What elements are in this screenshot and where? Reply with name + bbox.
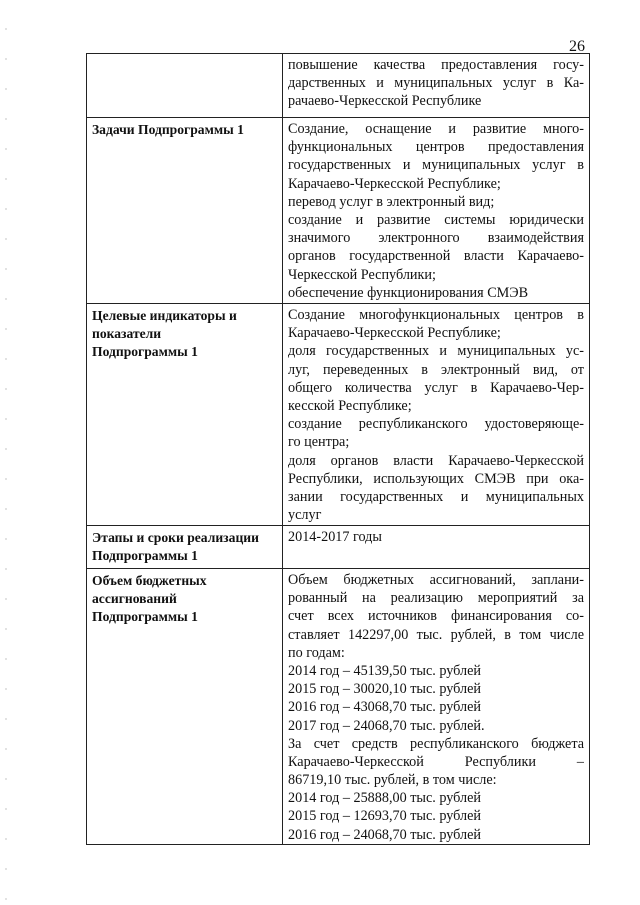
- content-line: 2014 год – 25888,00 тыс. рублей: [288, 790, 481, 807]
- content-line: рованный на реализацию мероприятий за: [288, 590, 584, 607]
- row-label: Подпрограммы 1: [92, 609, 198, 624]
- content-line: Республики, использующих СМЭВ при ока-: [288, 470, 584, 487]
- row-label: Задачи Подпрограммы 1: [92, 122, 244, 137]
- row-content-cell: [283, 304, 590, 526]
- content-line: За счет средств республиканского бюджета: [288, 735, 584, 752]
- content-line: Карачаево-Черкесской Республике;: [288, 325, 501, 342]
- row-label-cell: [87, 118, 283, 304]
- content-line: обеспечение функционирования СМЭВ: [288, 284, 529, 301]
- table-row: [87, 526, 590, 569]
- content-line: функциональных центров предоставления: [288, 139, 584, 156]
- content-line: 2014-2017 годы: [288, 529, 382, 545]
- row-content-cell: [283, 526, 590, 569]
- content-line: общего количества услуг в Карачаево-Чер-: [288, 379, 584, 396]
- row-label: показатели: [92, 326, 162, 341]
- row-content-cell: [283, 54, 590, 118]
- content-line: 2015 год – 30020,10 тыс. рублей: [288, 681, 481, 698]
- content-line: 2016 год – 43068,70 тыс. рублей: [288, 699, 481, 716]
- content-line: Карачаево-Черкесской Республике;: [288, 175, 501, 192]
- content-line: значимого электронного взаимодействия: [288, 230, 584, 247]
- table-row: [87, 54, 590, 118]
- row-label: Подпрограммы 1: [92, 548, 198, 563]
- content-line: счет всех источников финансирования со-: [288, 608, 584, 625]
- row-content-cell: [283, 118, 590, 304]
- content-line: 2014 год – 45139,50 тыс. рублей: [288, 662, 481, 679]
- content-line: Карачаево-Черкесской Республики –: [288, 753, 584, 770]
- content-line: 86719,10 тыс. рублей, в том числе:: [288, 772, 497, 789]
- page-number: 26: [569, 38, 585, 55]
- content-line: доля органов власти Карачаево-Черкесской: [288, 452, 584, 469]
- content-line: го центра;: [288, 434, 350, 451]
- table-row: [87, 304, 590, 526]
- content-line: услуг: [288, 507, 322, 524]
- row-content-cell: [283, 569, 590, 845]
- content-line: зании государственных и муниципальных: [288, 488, 584, 505]
- content-line: рачаево-Черкесской Республике: [288, 93, 482, 110]
- content-line: дарственных и муниципальных услуг в Ка-: [288, 75, 584, 92]
- content-line: ставляет 142297,00 тыс. рублей, в том числе: [288, 626, 584, 643]
- content-line: Создание многофункциональных центров в: [288, 307, 584, 323]
- row-label: Этапы и сроки реализации: [92, 530, 259, 545]
- row-label: ассигнований: [92, 591, 177, 606]
- table-row: [87, 118, 590, 304]
- passport-table: [86, 53, 590, 845]
- content-line: 2016 год – 24068,70 тыс. рублей: [288, 826, 481, 843]
- content-line: повышение качества предоставления госу-: [288, 57, 584, 73]
- content-line: 2015 год – 12693,70 тыс. рублей: [288, 808, 481, 825]
- content-line: перевод услуг в электронный вид;: [288, 193, 495, 210]
- content-line: Создание, оснащение и развитие много-: [288, 121, 584, 137]
- row-label-cell: [87, 54, 283, 118]
- content-line: 2017 год – 24068,70 тыс. рублей.: [288, 717, 485, 734]
- scan-margin-marks: [5, 0, 7, 905]
- content-line: создание и развитие системы юридически: [288, 211, 584, 228]
- content-line: кесской Республике;: [288, 397, 412, 414]
- content-line: по годам:: [288, 644, 345, 661]
- content-line: луг, переведенных в электронный вид, от: [288, 361, 584, 378]
- row-label-cell: [87, 569, 283, 845]
- row-label-cell: [87, 304, 283, 526]
- table-row: [87, 569, 590, 845]
- row-label: Объем бюджетных: [92, 573, 207, 588]
- row-label: Подпрограммы 1: [92, 344, 198, 359]
- content-line: создание республиканского удостоверяюще-: [288, 416, 584, 433]
- row-label: Целевые индикаторы и: [92, 308, 237, 323]
- content-line: государственных и муниципальных услуг в: [288, 157, 584, 174]
- row-label-cell: [87, 526, 283, 569]
- content-line: Объем бюджетных ассигнований, заплани-: [288, 572, 584, 588]
- content-line: органов государственной власти Карачаево-: [288, 248, 584, 265]
- content-line: Черкесской Республики;: [288, 266, 436, 283]
- content-line: доля государственных и муниципальных ус-: [288, 343, 584, 360]
